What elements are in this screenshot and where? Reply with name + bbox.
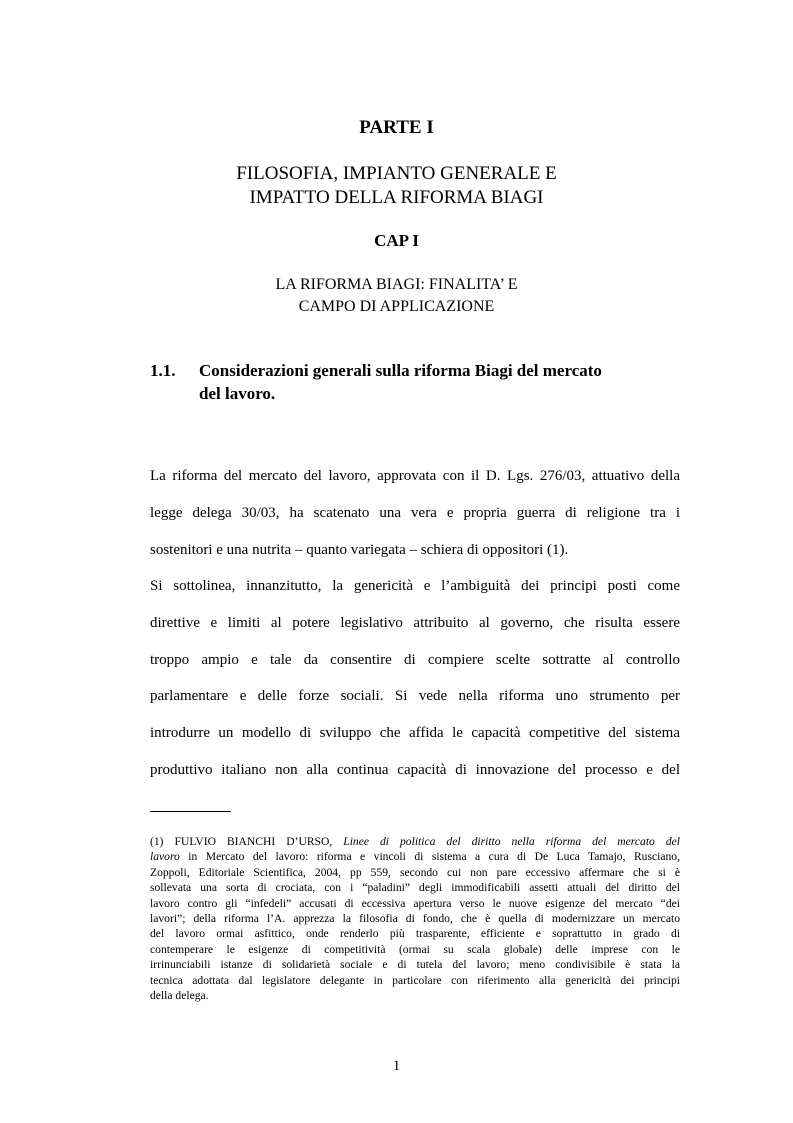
section-number: 1.1. (150, 361, 176, 380)
footnote-line: sollevata una sorta di crociata, con i “paladini” degli immodificabili assetti attuali del diritto del (150, 881, 680, 895)
footnote-line (150, 834, 680, 849)
section-title-line-1: Considerazioni generali sulla riforma Biagi del mercato (199, 361, 602, 380)
footnote-author: (1) FULVIO BIANCHI D’URSO, (150, 835, 344, 848)
footnote-line: contemperare le esigenze di competitività (ormai su scala globale) delle imprese con le (150, 942, 680, 956)
body-paragraph-2 (150, 568, 680, 789)
chapter-title: CAP I (374, 231, 419, 250)
section-title-line-2: del lavoro. (199, 384, 276, 403)
chapter-subtitle-line-1: LA RIFORMA BIAGI: FINALITA’ E (275, 276, 518, 293)
chapter-subtitle (0, 274, 793, 318)
body-line: sostenitori e una nutrita – quanto variegata – schiera di oppositori (1). (150, 541, 569, 558)
footnote-separator (150, 811, 231, 812)
footnote (150, 834, 680, 1003)
footnote-line: lavori”; della riforma l’A. apprezza la filosofia di fondo, che è quella di modernizzare un mercato (150, 912, 680, 926)
footnote-citation: in Mercato del lavoro: riforma e vincoli di sistema a cura di De Luca Tamajo, Rusciano, (179, 850, 680, 864)
body-line: legge delega 30/03, ha scatenato una vera e propria guerra di religione tra i (150, 504, 680, 521)
footnote-line: della delega. (150, 989, 209, 1003)
part-subtitle-line-2: IMPATTO DELLA RIFORMA BIAGI (249, 187, 544, 208)
part-subtitle-line-1: FILOSOFIA, IMPIANTO GENERALE E (236, 163, 557, 184)
footnote-line: lavoro contro gli “infedeli” accusati di eccessiva apertura verso le nuove esigenze del mercato “dei (150, 896, 680, 910)
footnote-line: Zoppoli, Editoriale Scientifica, 2004, pp 559, secondo cui non pare eccessivo affermare che si è (150, 865, 680, 879)
body-line: produttivo italiano non alla continua capacità di innovazione del processo e del (150, 761, 680, 778)
footnote-work-title-end: lavoro (150, 850, 180, 864)
footnote-work-title: Linee di politica del diritto nella riforma del mercato del (343, 835, 680, 848)
body-line: La riforma del mercato del lavoro, approvata con il D. Lgs. 276/03, attuativo della (150, 468, 680, 484)
section-title (150, 359, 670, 405)
body-line: parlamentare e delle forze sociali. Si vede nella riforma uno strumento per (150, 688, 680, 705)
section-heading (150, 359, 670, 405)
footnote-line (150, 849, 680, 864)
body-line: Si sottolinea, innanzitutto, la genericità e l’ambiguità dei principi posti come (150, 578, 680, 594)
page-number: 1 (392, 1058, 401, 1074)
footnote-line: tecnica adottata dal legislatore delegante in particolare con riferimento alla genericità dei principi (150, 973, 680, 987)
part-subtitle (0, 162, 793, 210)
chapter-subtitle-line-2: CAMPO DI APPLICAZIONE (298, 298, 495, 315)
body-line: introdurre un modello di sviluppo che affida le capacità competitive del sistema (150, 725, 680, 742)
footnote-line: del lavoro ormai asfittico, onde renderlo più trasparente, efficiente e soprattutto in grado di (150, 927, 680, 941)
body-line: troppo ampio e tale da consentire di compiere scelte sottratte al controllo (150, 651, 680, 668)
body-paragraph-1 (150, 458, 680, 568)
body-line: direttive e limiti al potere legislativo attribuito al governo, che risulta essere (150, 614, 680, 631)
part-title: PARTE I (359, 117, 434, 138)
footnote-line: irrinunciabili istanze di solidarietà sociale e di tutela del lavoro; meno condivisibile è stata la (150, 958, 680, 972)
